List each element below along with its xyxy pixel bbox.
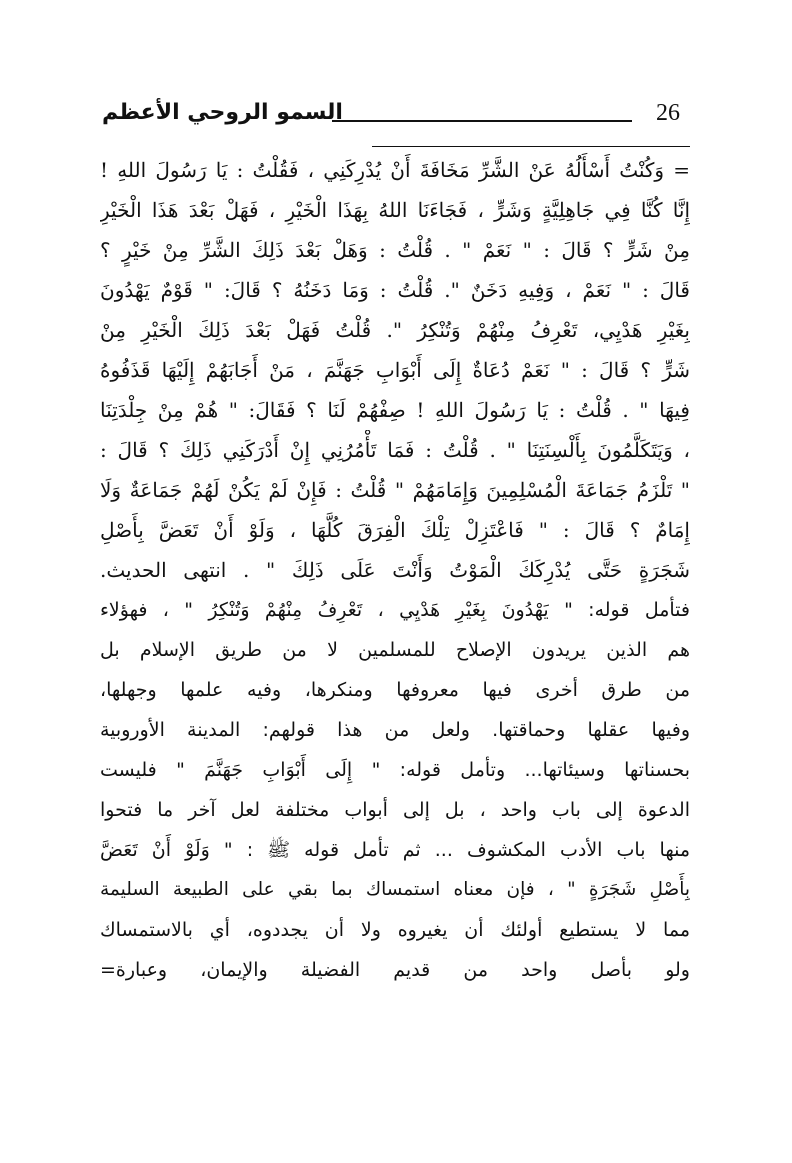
text-line: فِيهَا " . قُلْتُ : يَا رَسُولَ اللهِ ! صِفْهُمْ لَنَا ؟ فَقَالَ: " هُمْ مِنْ جِلْدَتِنَا: [100, 398, 690, 422]
text-line: شَجَرَةٍ حَتَّى يُدْرِكَكَ الْمَوْتُ وَأَنْتَ عَلَى ذَلِكَ " . انتهى الحديث.: [100, 558, 690, 582]
header-rule: [332, 120, 632, 122]
text-line: وفيها عقلها وحماقتها. ولعل من هذا قولهم: المدينة الأوروبية: [100, 719, 690, 741]
text-line: بِأَصْلِ شَجَرَةٍ " ، فإن معناه استمساك بما بقي على الطبيعة السليمة: [100, 879, 690, 900]
text-line: فتأمل قوله: " يَهْدُونَ بِغَيْرِ هَدْيِي ، تَعْرِفُ مِنْهُمْ وَتُنْكِرُ " ، فهؤلاء: [100, 599, 690, 621]
text-line: مما لا يستطيع أولئك أن يغيروه ولا أن يجددوه، أي بالاستمساك: [100, 919, 690, 941]
text-line: بحسناتها وسيئاتها... وتأمل قوله: " إِلَى أَبْوَابِ جَهَنَّمَ " فليست: [100, 759, 690, 781]
text-line: قَالَ : " نَعَمْ ، وَفِيهِ دَخَنٌ ". قُلْتُ : وَمَا دَخَنُهُ ؟ قَالَ: " قَوْمٌ يَهْدُونَ: [100, 278, 690, 302]
page-number: 26: [656, 100, 680, 126]
text-line: إِنَّا كُنَّا فِي جَاهِلِيَّةٍ وَشَرٍّ ، فَجَاءَنَا اللهُ بِهَذَا الْخَيْرِ ، فَهَلْ بَعْدَ هَذَا الْخَيْرِ: [100, 198, 690, 222]
text-line: مِنْ شَرٍّ ؟ قَالَ : " نَعَمْ " . قُلْتُ : وَهَلْ بَعْدَ ذَلِكَ الشَّرِّ مِنْ خَيْرٍ ؟: [100, 238, 690, 262]
header-divider: [372, 146, 690, 147]
text-line: " تَلْزَمُ جَمَاعَةَ الْمُسْلِمِينَ وَإِمَامَهُمْ " قُلْتُ : فَإِنْ لَمْ يَكُنْ لَهُمْ جَمَاعَةٌ وَلَا: [100, 478, 690, 502]
text-line: هم الذين يريدون الإصلاح للمسلمين لا من طريق الإسلام بل: [100, 639, 690, 661]
book-title: السمو الروحي الأعظم: [102, 100, 343, 125]
text-line: = وَكُنْتُ أَسْأَلُهُ عَنْ الشَّرِّ مَخَافَةَ أَنْ يُدْرِكَنِي ، فَقُلْتُ : يَا رَسُولَ اللهِ !: [100, 158, 690, 182]
text-line: ولو بأصل واحد من قديم الفضيلة والإيمان، وعبارة=: [100, 959, 690, 981]
text-line: من طرق أخرى فيها معروفها ومنكرها، وفيه علمها وجهلها،: [100, 679, 690, 701]
page-header: [100, 98, 690, 132]
text-line: منها باب الأدب المكشوف ... ثم تأمل قوله ﷺ : " وَلَوْ أَنْ تَعَضَّ: [100, 839, 690, 861]
page-body: [100, 150, 690, 990]
text-line: الدعوة إلى باب واحد ، بل إلى أبواب مختلفة لعل آخر ما فتحوا: [100, 799, 690, 821]
text-line: ، وَيَتَكَلَّمُونَ بِأَلْسِنَتِنَا " . قُلْتُ : فَمَا تَأْمُرُنِي إِنْ أَدْرَكَنِي ذَلِكَ ؟ قَالَ :: [100, 438, 690, 462]
text-line: بِغَيْرِ هَدْيِي، تَعْرِفُ مِنْهُمْ وَتُنْكِرُ ". قُلْتُ فَهَلْ بَعْدَ ذَلِكَ الْخَيْرِ مِنْ: [100, 318, 690, 342]
text-line: شَرٍّ ؟ قَالَ : " نَعَمْ دُعَاةٌ إِلَى أَبْوَابِ جَهَنَّمَ ، مَنْ أَجَابَهُمْ إِلَيْهَا قَذَفُوهُ: [100, 358, 690, 382]
text-line: إِمَامٌ ؟ قَالَ : " فَاعْتَزِلْ تِلْكَ الْفِرَقَ كُلَّهَا ، وَلَوْ أَنْ تَعَضَّ بِأَصْلِ: [100, 518, 690, 542]
